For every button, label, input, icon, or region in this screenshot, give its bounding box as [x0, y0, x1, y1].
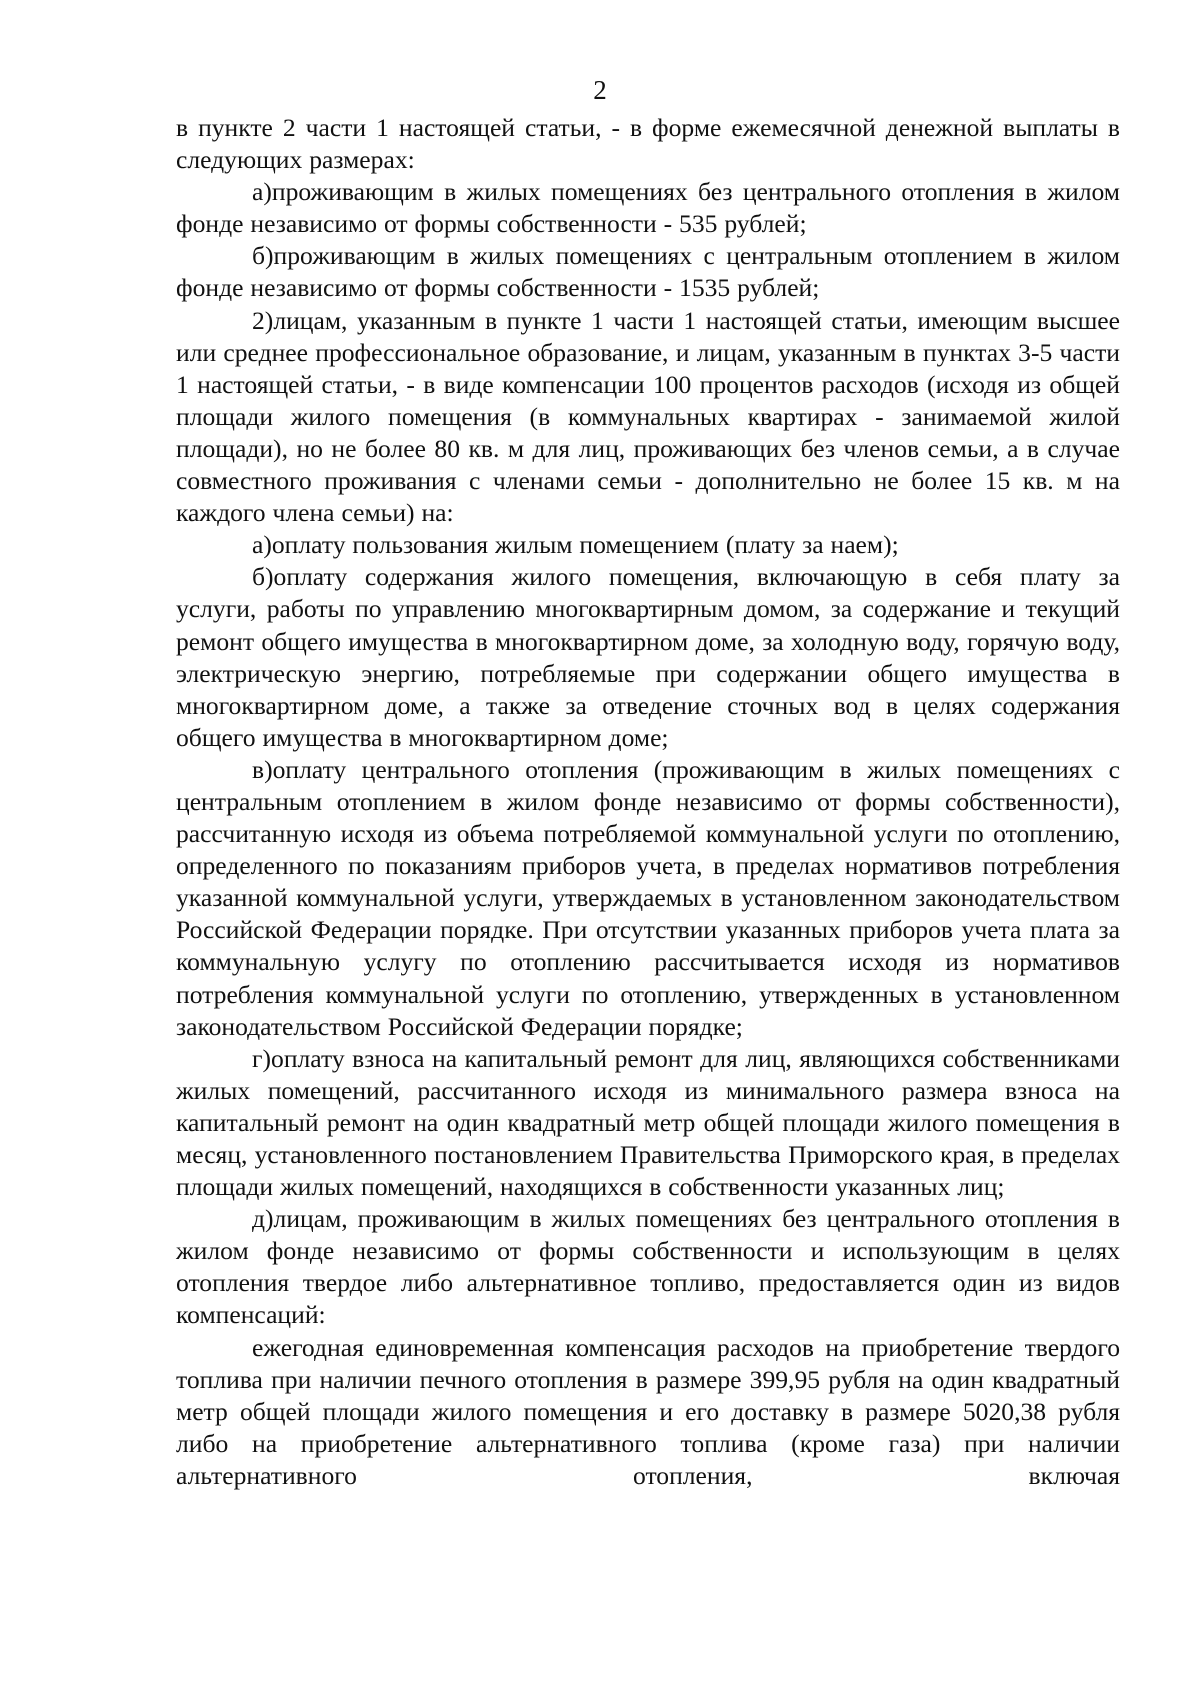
paragraph-item-v-central-heating-payment: в)оплату центрального отопления (проживающим в жилых помещениях с центральным отоплением в жилом фонде независимо от формы собственности), рассчитанную исходя из объема потребляемой коммунальной услуги по отоплению, определенного по показаниям приборов учета, в пределах нормативов потребления указанной коммунальной услуги, утверждаемых в установленном законодательством Российской Федерации порядке. При отсутствии указанных приборов учета плата за коммунальную услугу по отоплению рассчитывается исходя из нормативов потребления коммунальной услуги по отоплению, утвержденных в установленном законодательством Российской Федерации порядке;	[176, 754, 1120, 1041]
paragraph-item-g-capital-repair: г)оплату взноса на капитальный ремонт для лиц, являющихся собственниками жилых помещений, рассчитанного исходя из минимального размера взноса на капитальный ремонт на один квадратный метр общей площади жилого помещения в месяц, установленного постановлением Правительства Приморского края, в пределах площади жилых помещений, находящихся в собственности указанных лиц;	[176, 1043, 1120, 1202]
paragraph-item-b-maintenance: б)оплату содержания жилого помещения, включающую в себя плату за услуги, работы по управлению многоквартирным домом, за содержание и текущий ремонт общего имущества в многоквартирном доме, за холодную воду, горячую воду, электрическую энергию, потребляемые при содержании общего имущества в многоквартирном доме, а также за отведение сточных вод в целях содержания общего имущества в многоквартирном доме;	[176, 562, 1120, 752]
page-number: 2	[593, 75, 607, 105]
paragraph-continuation: в пункте 2 части 1 настоящей статьи, - в форме ежемесячной денежной выплаты в следующих размерах:	[176, 113, 1120, 175]
paragraph-item-d-solid-fuel: д)лицам, проживающим в жилых помещениях без центрального отопления в жилом фонде независимо от формы собственности и использующим в целях отопления твердое либо альтернативное топливо, предоставляется один из видов компенсаций:	[176, 1204, 1120, 1330]
paragraph-item-a-rent: а)оплату пользования жилым помещением (плату за наем);	[252, 530, 899, 560]
paragraph-annual-compensation: ежегодная единовременная компенсация расходов на приобретение твердого топлива при наличии печного отопления в размере 399,95 рубля на один квадратный метр общей площади жилого помещения и его доставку в размере 5020,38 рубля либо на приобретение альтернативного топлива (кроме газа) при наличии альтернативного отопления, включая	[176, 1332, 1120, 1490]
document-body	[176, 112, 1120, 1492]
paragraph-item-b-central-heating: б)проживающим в жилых помещениях с центральным отоплением в жилом фонде независимо от формы собственности - 1535 рублей;	[176, 241, 1120, 303]
paragraph-item-2-compensation: 2)лицам, указанным в пункте 1 части 1 настоящей статьи, имеющим высшее или среднее профессиональное образование, и лицам, указанным в пунктах 3-5 части 1 настоящей статьи, - в виде компенсации 100 процентов расходов (исходя из общей площади жилого помещения (в коммунальных квартирах - занимаемой жилой площади), но не более 80 кв. м для лиц, проживающих без членов семьи, а в случае совместного проживания с членами семьи - дополнительно не более 15 кв. м на каждого члена семьи) на:	[176, 305, 1120, 528]
paragraph-item-a-no-central-heating: а)проживающим в жилых помещениях без центрального отопления в жилом фонде независимо от формы собственности - 535 рублей;	[176, 177, 1120, 239]
